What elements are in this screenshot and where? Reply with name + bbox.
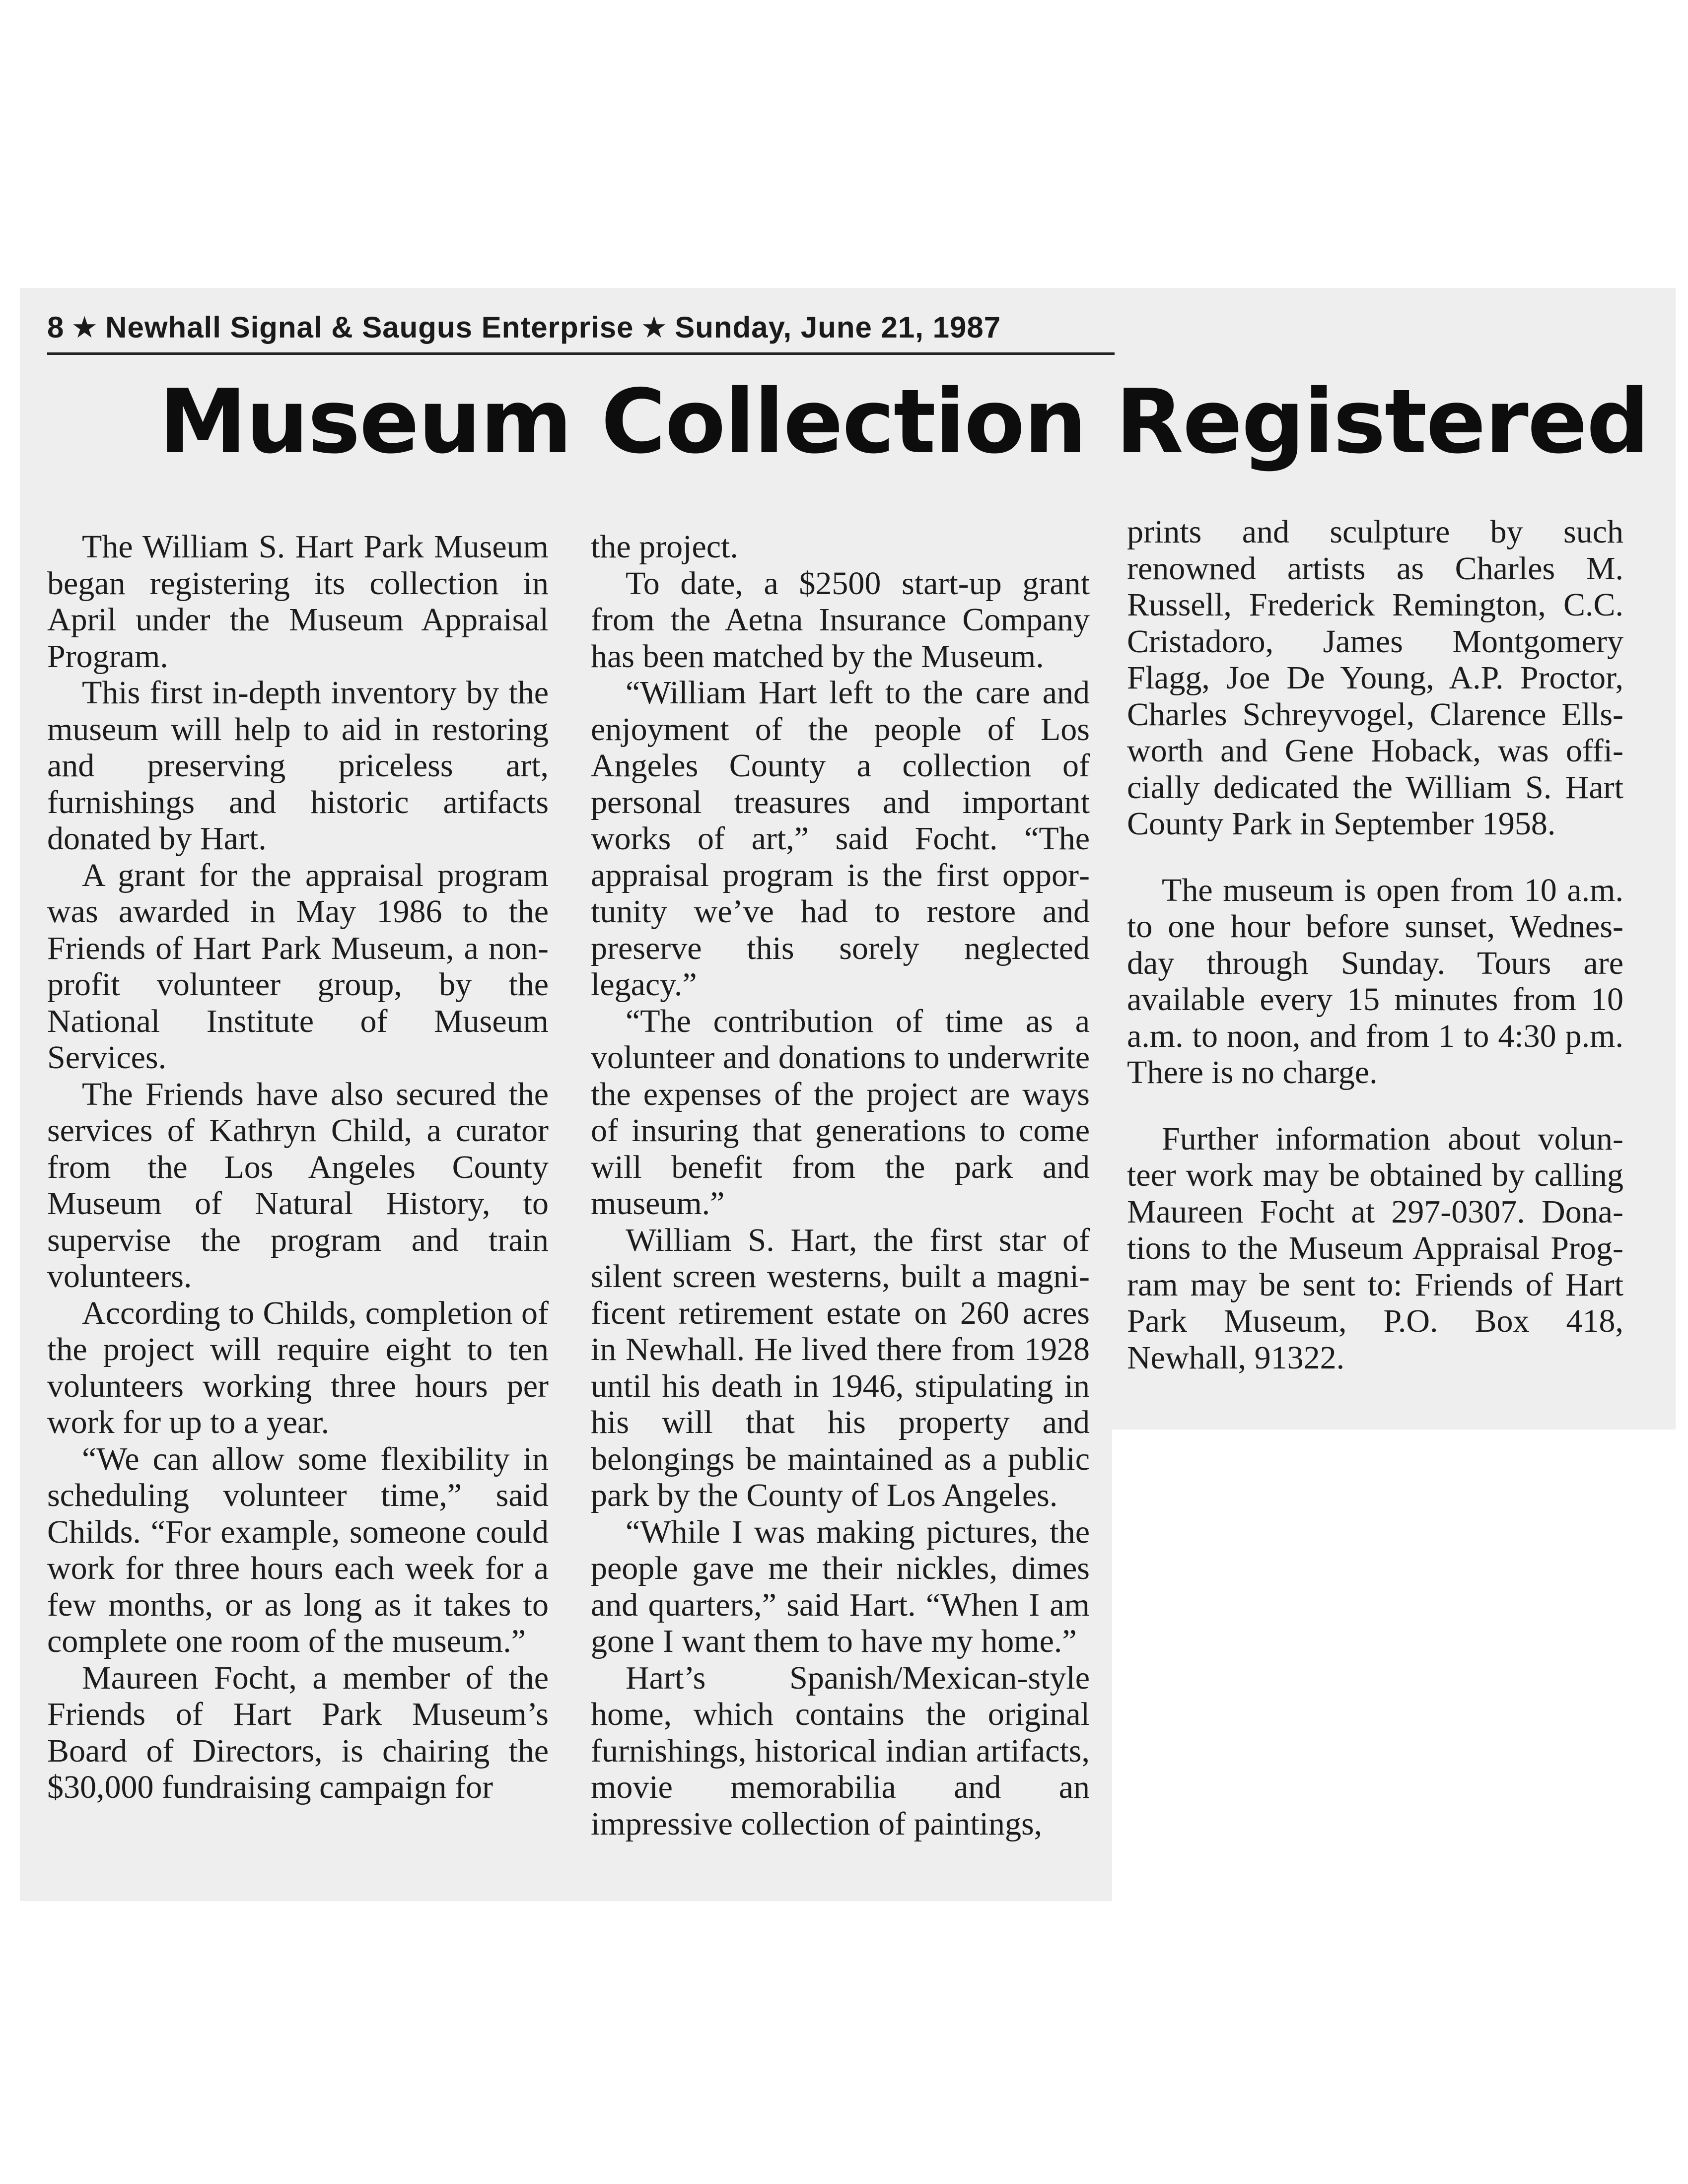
newspaper-name: Newhall Signal & Saugus Enterprise <box>105 311 634 344</box>
star-icon: ★ <box>640 311 668 344</box>
paragraph: This first in-depth inventory by the museum will help to aid in restoring and preserving priceless art, furnishings and historic artifacts donated by Hart. <box>47 675 549 857</box>
headline: Museum Collection Registered <box>159 370 1649 473</box>
paragraph: prints and sculpture by such renowned artists as Charles M. Russell, Frederick Remington, C.C. Cristadoro, James Montgomery Flagg, Joe De Young, A.P. Proctor, Charles Schreyvogel, Clarence Ellsworth and Gene Hoback, was officially dedicated the William S. Hart County Park in September 1958. <box>1127 514 1623 842</box>
paragraph: “William Hart left to the care and enjoyment of the people of Los Angeles County a collection of personal treasures and important works of art,” said Focht. “The appraisal program is the first opportunity we’ve had to restore and preserve this sorely neglected legacy.” <box>591 675 1090 1003</box>
article-column-1 <box>47 529 549 1806</box>
paragraph: According to Childs, completion of the project will require eight to ten volunteers working three hours per work for up to a year. <box>47 1295 549 1440</box>
paragraph: The William S. Hart Park Museum began registering its collection in April under the Museum Appraisal Program. <box>47 529 549 675</box>
publication-date: Sunday, June 21, 1987 <box>675 311 1001 344</box>
masthead <box>47 308 1115 355</box>
paragraph: “We can allow some flexibility in scheduling volunteer time,” said Childs. “For example, someone could work for three hours each week for a few months, or as long as it takes to complete one room of the museum.” <box>47 1440 549 1659</box>
paragraph: “While I was making pictures, the people gave me their nickles, dimes and quarters,” said Hart. “When I am gone I want them to have my home.” <box>591 1513 1090 1659</box>
article-column-3 <box>1127 514 1623 1376</box>
paragraph: The Friends have also secured the services of Kathryn Child, a curator from the Los Angeles County Museum of Natural History, to supervise the program and train volunteers. <box>47 1076 549 1295</box>
article-column-2 <box>591 529 1090 1842</box>
paragraph: the project. <box>591 529 738 565</box>
paragraph: The museum is open from 10 a.m. to one hour before sunset, Wednesday through Sunday. Tours are available every 15 minutes from 10 a.m. to noon, and from 1 to 4:30 p.m. There is no charge. <box>1127 872 1623 1091</box>
paragraph: A grant for the appraisal program was awarded in May 1986 to the Friends of Hart Park Museum, a non-profit volunteer group, by the National Institute of Museum Services. <box>47 857 549 1076</box>
star-icon: ★ <box>71 311 99 344</box>
paragraph: To date, a $2500 start-up grant from the Aetna Insurance Company has been matched by the Museum. <box>591 565 1090 675</box>
paragraph: “The contribution of time as a volunteer and donations to underwrite the expenses of the project are ways of insuring that generations to come will benefit from the park and museum.” <box>591 1003 1090 1222</box>
paragraph: William S. Hart, the first star of silent screen westerns, built a magnificent retirement estate on 260 acres in Newhall. He lived there from 1928 until his death in 1946, stipulating in his will that his property and belongings be maintained as a public park by the County of Los Angeles. <box>591 1222 1090 1513</box>
paragraph: Further information about volunteer work may be obtained by calling Maureen Focht at 297-0307. Donations to the Museum Appraisal Program may be sent to: Friends of Hart Park Museum, P.O. Box 418, Newhall, 91322. <box>1127 1120 1623 1376</box>
paragraph: Hart’s Spanish/Mexican-style home, which contains the original furnishings, historical indian artifacts, movie memorabilia and an impressive collection of paintings, <box>591 1659 1090 1842</box>
page-number: 8 <box>47 311 65 344</box>
paragraph: Maureen Focht, a member of the Friends of Hart Park Museum’s Board of Directors, is chairing the $30,000 fundraising campaign for <box>47 1659 549 1805</box>
